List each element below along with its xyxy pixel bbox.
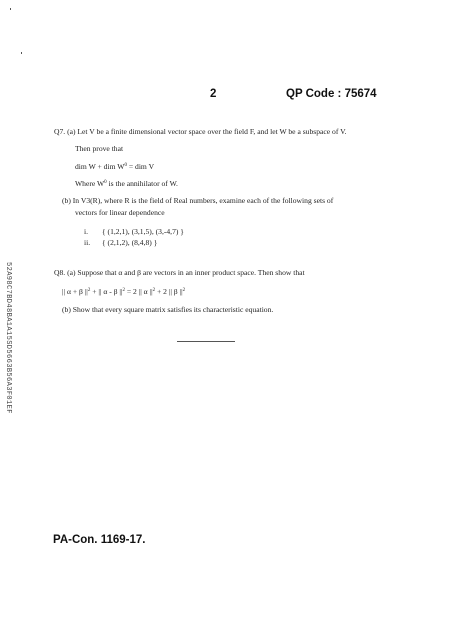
q7-eq-suffix: = dim V (126, 162, 155, 171)
q8-eq-sup1: 2 (87, 288, 91, 293)
q7-eq-sup: 0 (124, 163, 127, 168)
q8-eq-sup3: 2 (152, 288, 156, 293)
side-code: 52A98C7BD48BA1A15SD5663B56A3F01EF (4, 262, 12, 414)
q7-equation (75, 162, 154, 171)
q8-eq-sup4: 2 (182, 288, 186, 293)
q7-where-line (75, 179, 178, 188)
q8-equation (62, 287, 185, 296)
scan-speck (10, 8, 11, 10)
q7-b-line2: vectors for linear dependence (75, 208, 165, 217)
q7-item-ii-label: ii. (84, 238, 91, 247)
q8-eq-part4: + 2 || β || (155, 287, 183, 296)
q8-a-text: Q8. (a) Suppose that α and β are vectors in an inner product space. Then show that (54, 268, 305, 277)
page-number: 2 (210, 88, 217, 100)
q7-where-sup: 0 (104, 180, 107, 185)
q7-item-i-text: { (1,2,1), (3,1,5), (3,-4,7) } (102, 227, 184, 236)
q8-eq-part3: = 2 || α || (124, 287, 153, 296)
qp-code: QP Code : 75674 (286, 88, 377, 100)
scan-speck (21, 52, 22, 54)
q7-prove-that: Then prove that (75, 144, 124, 153)
q8-b-text: (b) Show that every square matrix satisfies its characteristic equation. (62, 305, 274, 314)
q8-eq-sup2: 2 (122, 288, 125, 293)
q8-eq-part2: + || α - β || (90, 287, 123, 296)
q7-where-suffix: is the annihilator of W. (106, 179, 178, 188)
footer-code: PA-Con. 1169-17. (53, 534, 146, 546)
q7-a-text: Q7. (a) Let V be a finite dimensional vector space over the field F, and let W be a subspace of V. (54, 127, 347, 136)
q8-eq-part1: || α + β || (62, 287, 88, 296)
q7-item-i-label: i. (84, 227, 89, 236)
end-rule (177, 341, 235, 342)
q7-eq-prefix: dim W + dim W (75, 162, 125, 171)
q7-where-prefix: Where W (75, 179, 105, 188)
q7-b-line1: (b) In V3(R), where R is the field of Real numbers, examine each of the following sets of (62, 196, 334, 205)
q7-item-ii-text: { (2,1,2), (8,4,8) } (102, 238, 158, 247)
